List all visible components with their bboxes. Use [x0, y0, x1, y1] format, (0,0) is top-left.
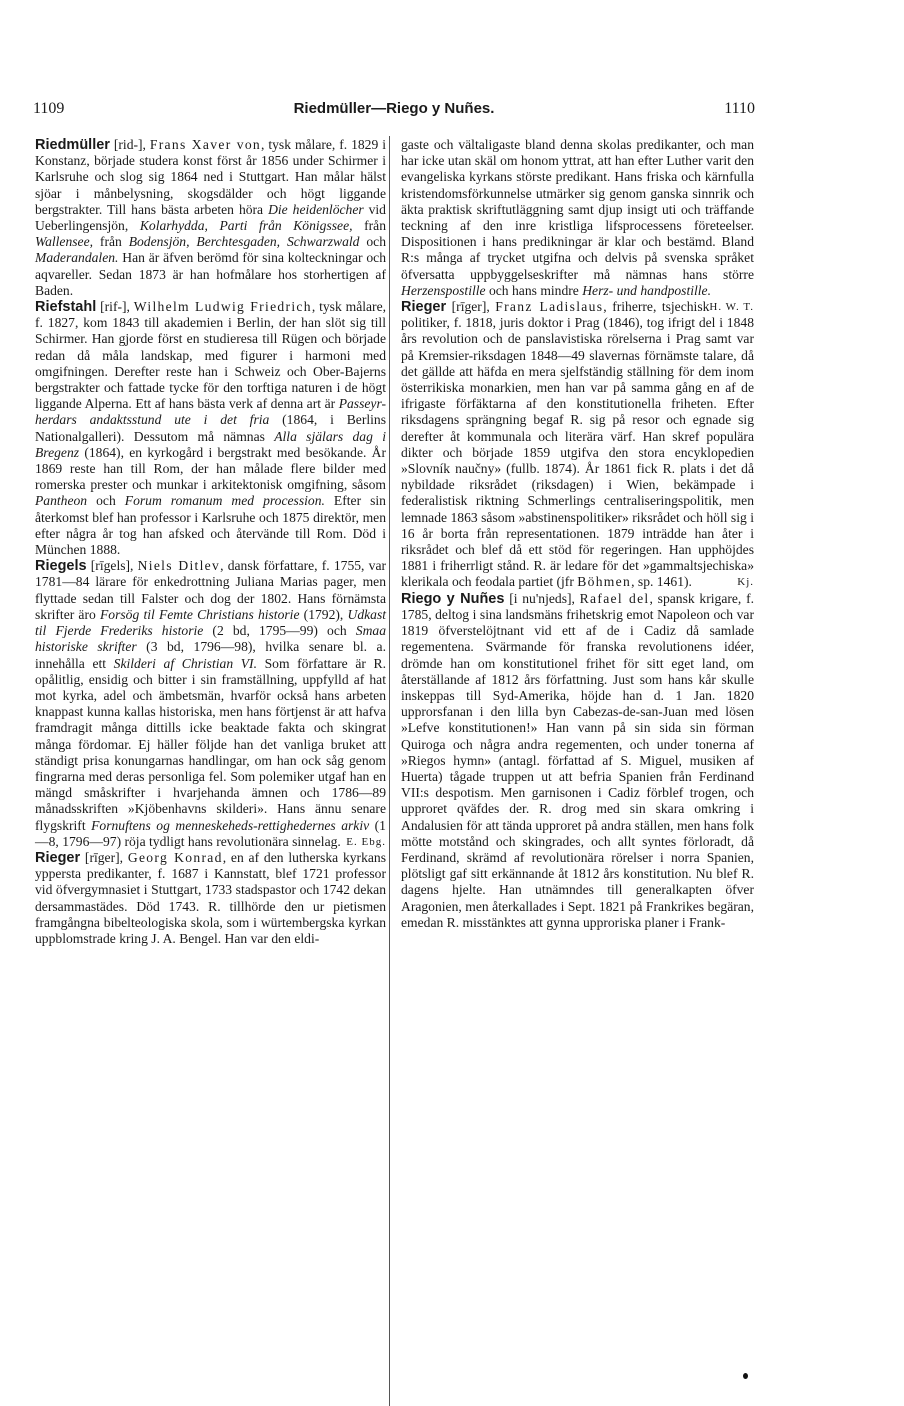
headword: Riefstahl: [35, 299, 97, 316]
entry-rieger-georg-continued: gaste och vältaligaste bland denna skolas predikanter, och man har icke utan skäl om honom yttrat, att han efter Luther varit den evangeliska kyrkans störste predikant. Hans friska och kärnfulla kristendomsförkunnelse utmärker sig genom ganska sinnrik och äkta praktisk skriftutläggning samt djup insigt uti och träffande teckning af den inre kristliga lifsprocessens företeelser. Dispositionen i hans predikningar är klar och bestämd. Bland R:s många af trycket utgifna och delvis på svenska språket öfversatta uppbyggelseskrifter må nämnas hans större Herzenspostille och hans mindre Herz- und handpostille. H. W. T.: [401, 137, 754, 299]
author-signature: Kj.: [737, 576, 754, 589]
column-divider: [389, 136, 390, 1406]
entry-riefstahl: Riefstahl [rif-], Wilhelm Ludwig Friedrich, tysk målare, f. 1827, kom 1843 till akademien i Berlin, der han slöt sig till Schirmer. Han gjorde först en studieresa till Rügen och började redan då måla landskap, med figurer i harmoni med omgifningen. Derefter reste han i Schweiz och Ober-Bajerns bergstrakter och fattade tycke för den torftiga naturen i de högt liggande Alperna. Ett af hans bästa verk af denna art är Passeyr-herdars andaktsstund ute i det fria (1864, i Berlins Nationalgalleri). Dessutom må nämnas Alla själars dag i Bregenz (1864), en kyrkogård i bergstrakt med besökande. År 1869 reste han till Rom, der han målade flere bilder med romerska prester och munkar i arkitektonisk omgifning, såsom Pantheon och Forum romanum med procession. Efter sin återkomst blef han professor i Karlsruhe och 1875 direktör, men efter några år tog han afsked och återvände till Rom. Död i München 1888.: [35, 299, 386, 558]
cross-reference: Böhmen: [577, 574, 632, 590]
person-name: Franz Ladislaus: [495, 299, 604, 315]
person-name: Rafael del: [579, 590, 650, 606]
page-header: [33, 100, 755, 124]
person-name: Niels Ditlev: [137, 558, 221, 574]
entry-riedmuller: Riedmüller [rid-], Frans Xaver von, tysk målare, f. 1829 i Konstanz, började studera konst först år 1856 under Schirmer i Karlsruhe och slog sig 1864 ned i Stuttgart. Han målar hälst sjöar i månbelysning, skogsdälder och högt liggande bergstrakter. Till hans bästa arbeten höra Die heidenlöcher vid Ueberlingensjön, Kolarhydda, Parti från Königssee, från Wallensee, från Bodensjön, Berchtesgaden, Schwarzwald och Maderandalen. Han är äfven berömd för sina kolteckningar och aqvareller. Sedan 1873 är han hofmålare hos storhertigen af Baden.: [35, 137, 386, 298]
author-signature: H. W. T.: [709, 301, 754, 314]
person-name: Frans Xaver von: [149, 137, 262, 152]
person-name: Georg Konrad: [127, 849, 223, 865]
entry-riego: Riego y Nuñes [i nu'njeds], Rafael del, spansk krigare, f. 1785, deltog i sina landsmäns frihetskrig emot Napoleon och var 1819 öfverstelöjtnant vid ett af de i Cadiz då samlade regementena. Svärmande för franska revolutionens idéer, drömde han om konstitutionel frihet för sitt eget land, om återställande af 1812 års författning. Just som hans kår skulle inskeppas till Syd-Amerika, höjde han d. 1 Jan. 1820 upprorsfanan i den lilla byn Cabezas-de-san-Juan med lösen »Lefve konstitutionen!» Han vann på sin sida sin förman Quiroga och några andra regementen, och under tonerna af »Riegos hymn» (antagl. författad af S. Miguel, musiken af Huerta) tågade truppen ut att befria Spanien från Ferdinand VII:s despotism. Men garnisonen i Cadiz förblef trogen, och upproret qväfdes der. R. drog med sin skara omkring i Andalusien för att tända upproret på andra ställen, men hans folk mötte motstånd och skingrades, och allt syntes förloradt, då Ferdinand, skrämd af revolutionära rörelser i norra Spanien, plötsligt gaf sitt erkännande åt 1812 års konstitution. Nu blef R. dagens hjelte. Han utnämndes till generalkapten öfver Aragonien, men återkallades i Sept. 1821 på Frankrikes begäran, emedan R. misstänktes att gynna upproriska planer i Frank-: [401, 590, 754, 930]
ink-speck: [743, 1373, 748, 1379]
entry-riegels: Riegels [rīgels], Niels Ditlev, dansk författare, f. 1755, var 1781—84 lärare för enkedrottning Juliana Marias pager, men flyttade sedan till Falster och dog der 1802. Hans förnämsta skrifter äro Forsög til Femte Christians historie (1792), Udkast til Fjerde Frederiks historie (2 bd, 1795—99) och Smaa historiske skrifter (3 bd, 1796—98), hvilka senare bl. a. innehålla ett Skilderi af Christian VI. Som författare är R. opålitlig, ensidig och bitter i sin framställning, uppfylld af hat mot kyrka, adel och ämbetsmän, hvarför också hans arbeten knappast kunna kallas historiska, men hans förtjenst är att hafva framdragit många dittills icke beaktade fakta och skingrat många fördomar. Ej häller följde han det vanliga bruket att ständigt prisa konungarnas handlingar, om han ock såg genom fingrarna med deras personliga fel. Som polemiker utgaf han en mängd småskrifter i hvarjehanda ämnen och 1786—89 månadsskriften »Kjöbenhavns skilderi». Hans ännu senare flygskrift Fornuftens og menneskeheds-rettighedernes arkiv (1—8, 1796—97) röja tydligt hans revolutionära sinnelag. E. Ebg.: [35, 558, 387, 849]
headword: Riego y Nuñes: [401, 590, 505, 607]
headword: Rieger: [35, 849, 81, 866]
headword: Rieger: [401, 299, 447, 316]
person-name: Wilhelm Ludwig Friedrich: [133, 299, 312, 315]
headword: Riegels: [35, 558, 87, 575]
right-column: [401, 137, 754, 931]
author-signature: E. Ebg.: [346, 835, 386, 848]
left-column: [35, 137, 386, 947]
running-title: Riedmüller—Riego y Nuñes.: [293, 100, 495, 117]
entry-rieger-franz: Rieger [rīger], Franz Ladislaus, friherre, tsjechisk politiker, f. 1818, juris doktor i Prag (1846), tog ifrigt del i 1848 års revolution och de panslavistiska rörelserna i Prag samt var på Kremsier-riksdagen 1848—49 slavernas förnämste talare, då det gällde att häfda en mera sjelfständig ställning för dem inom österrikiska monarkien, men han var på samma gång en af de ifrigaste förfäktarna af den konstitutionella friheten. Efter riksdagens sprängning begaf R. sig på resor och egnade sig derefter åt kommunala och literära värf. Han skref populära dikter och började 1859 utgifva den stora encyklopedien »Slovník naučny» (fullb. 1874). År 1861 fick R. plats i det då nybildade riksrådet (riksdagen) i Wien, bekämpade i federalistisk riktning Schmerlings centraliseringspolitik, men lemnade 1863 såsom »abstinenspolitiker» riksrådet och höll sig i 16 år borta från representationen. 1879 inträdde han åter i riksrådet och blef då ett stöd för regeringen. Han upphöjdes 1881 i friherrligt stånd. R. är ledare för det »gammaltsjechiska» klerikala och feodala partiet (jfr Böhmen, sp. 1461). Kj.: [401, 299, 754, 590]
entry-rieger-georg: Rieger [rīger], Georg Konrad, en af den lutherska kyrkans yppersta predikanter, f. 1687 i Kannstatt, blef 1721 professor vid öfvergymnasiet i Stuttgart, 1733 stadspastor och 1742 dekan dersammastädes. Död 1743. R. tillhörde den ur pietismen framgångna bibelteologiska skola, som i würtembergska kyrkan uppblomstrade kring J. A. Bengel. Han var den eldi-: [35, 849, 386, 946]
page-number-left: 1109: [33, 100, 65, 117]
headword: Riedmüller: [35, 137, 110, 153]
page-number-right: 1110: [724, 100, 755, 117]
